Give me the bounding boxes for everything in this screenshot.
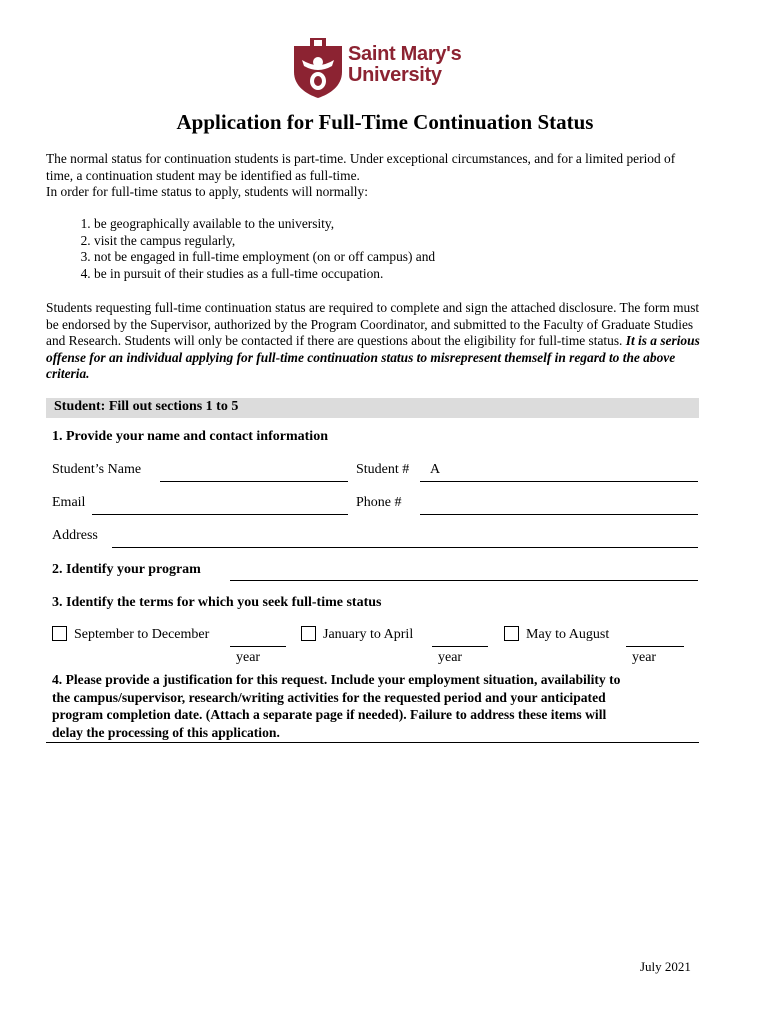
section-4-divider [46, 742, 699, 743]
disclosure-line-4: offense for an individual applying for full-time continuation status to misrepresent themself in regard to the above [46, 349, 676, 365]
revision-date: July 2021 [640, 959, 691, 974]
section-4-line-3: program completion date. (Attach a separate page if needed). Failure to address these items will [52, 707, 607, 722]
email-field[interactable] [92, 514, 348, 515]
disclosure-line-2: be endorsed by the Supervisor, authorized by the Program Coordinator, and submitted to the Faculty of Graduate Studies [46, 316, 694, 332]
intro-line-3: In order for full-time status to apply, students will normally: [46, 184, 368, 199]
disclosure-line-1: Students requesting full-time continuation status are required to complete and sign the attached disclosure. The form must [46, 300, 700, 315]
program-field[interactable] [230, 580, 698, 581]
september-december-year-field[interactable] [230, 646, 286, 647]
january-april-label: January to April [323, 627, 414, 642]
address-field[interactable] [112, 547, 698, 548]
student-sections-band [46, 398, 699, 418]
university-crest-icon [292, 38, 344, 98]
january-april-year-field[interactable] [432, 646, 488, 647]
year-label: year [438, 650, 463, 665]
intro-paragraph [46, 151, 736, 201]
list-item: 4. be in pursuit of their studies as a full-time occupation. [94, 266, 734, 283]
january-april-checkbox[interactable] [301, 626, 316, 641]
disclosure-line-3-text: and Research. Students will only be contacted if there are questions about the eligibility for full-time status. [46, 333, 626, 348]
justification-area[interactable] [46, 744, 699, 944]
student-name-label: Student’s Name [52, 462, 142, 477]
email-label: Email [52, 495, 86, 510]
saint-marys-university-logo [292, 38, 482, 100]
disclosure-paragraph [46, 300, 736, 383]
intro-line-2: time, a continuation student may be identified as full-time. [46, 167, 360, 183]
section-2-heading: 2. Identify your program [52, 562, 201, 577]
disclosure-line-5: criteria. [46, 366, 90, 381]
phone-field[interactable] [420, 514, 698, 515]
section-4-line-2: the campus/supervisor, research/writing activities for the requested period and your anticipated [52, 689, 606, 705]
address-label: Address [52, 528, 98, 543]
student-number-field[interactable] [420, 481, 698, 482]
may-august-checkbox[interactable] [504, 626, 519, 641]
criteria-list [46, 216, 734, 282]
page-title: Application for Full-Time Continuation Status [176, 110, 594, 134]
section-3-heading: 3. Identify the terms for which you seek full-time status [52, 595, 382, 610]
logo-line-2: University [348, 64, 442, 86]
list-item: 2. visit the campus regularly, [94, 233, 734, 250]
student-number-value: A [430, 462, 441, 477]
section-4-line-4: delay the processing of this application. [52, 724, 280, 740]
disclosure-line-3 [46, 333, 736, 350]
section-4-line-1: 4. Please provide a justification for this request. Include your employment situation, availability to [52, 672, 621, 687]
september-december-label: September to December [74, 627, 210, 642]
band-label: Student: Fill out sections 1 to 5 [54, 399, 239, 414]
student-number-label: Student # [356, 462, 410, 477]
logo-line-1: Saint Mary's [348, 43, 462, 65]
list-item: 3. not be engaged in full-time employment (on or off campus) and [94, 249, 734, 266]
section-1-heading: 1. Provide your name and contact information [52, 429, 328, 444]
may-august-label: May to August [526, 627, 610, 642]
september-december-checkbox[interactable] [52, 626, 67, 641]
year-label: year [236, 650, 261, 665]
serious-offense-emphasis: It is a serious [625, 333, 700, 348]
may-august-year-field[interactable] [626, 646, 684, 647]
student-name-field[interactable] [160, 481, 348, 482]
phone-label: Phone # [356, 495, 402, 510]
list-item: 1. be geographically available to the university, [94, 216, 734, 233]
year-label: year [632, 650, 657, 665]
section-4-heading [52, 671, 712, 741]
intro-line-1: The normal status for continuation students is part-time. Under exceptional circumstances, and for a limited period of [46, 151, 676, 166]
